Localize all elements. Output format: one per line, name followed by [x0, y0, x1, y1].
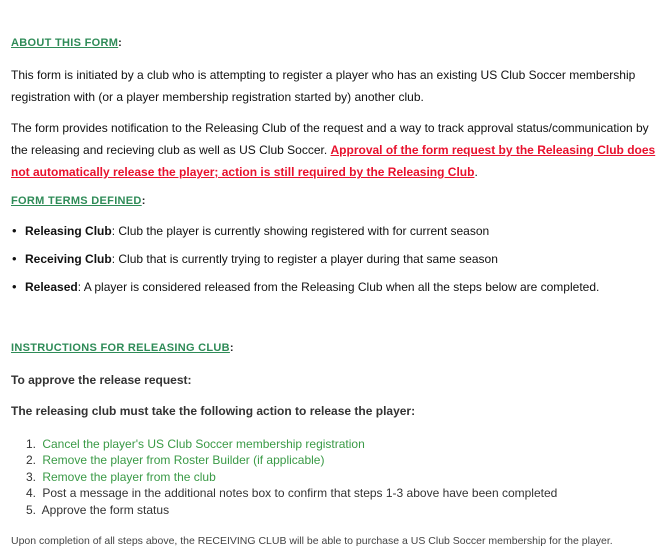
required-action-label: The releasing club must take the following action to release the player:	[11, 404, 416, 418]
remove-from-club-link[interactable]: Remove the player from the club	[42, 469, 216, 484]
about-heading	[11, 37, 122, 49]
release-step-1[interactable]	[26, 436, 557, 452]
term-item-receiving-club	[11, 252, 599, 266]
term-item-released	[11, 280, 599, 294]
term-item-releasing-club	[11, 224, 599, 238]
step-number: 3.	[26, 469, 37, 484]
term-name: Releasing Club	[25, 224, 112, 238]
cancel-membership-link[interactable]: Cancel the player's US Club Soccer membership registration	[42, 437, 365, 451]
roster-builder-link[interactable]: Remove the player from Roster Builder (if applicable)	[42, 453, 325, 468]
step-number: 1.	[26, 437, 37, 451]
step-number: 2.	[26, 453, 37, 468]
release-step-3[interactable]	[26, 469, 557, 485]
step-number: 4.	[26, 486, 37, 501]
about-paragraph-1: This form is initiated by a club who is attempting to register a player who has an existing US Club Soccer membership registration with (or a player membership registration started by) another club.	[11, 68, 636, 104]
term-name: Receiving Club	[25, 252, 112, 266]
completion-note: Upon completion of all steps above, the RECEIVING CLUB will be able to purchase a US Club Soccer membership for the player.	[11, 535, 613, 547]
instructions-heading	[11, 342, 234, 354]
instructions-heading-colon: :	[229, 342, 234, 354]
step-text: Approve the form status	[41, 502, 170, 517]
step-text: Post a message in the additional notes box to confirm that steps 1-3 above have been completed	[42, 486, 558, 501]
term-name: Released	[25, 280, 78, 294]
release-warning-link[interactable]: Approval of the form request by the Releasing Club does not automatically release the player; action is still required by the Releasing Club	[11, 143, 656, 179]
about-heading-text: ABOUT THIS FORM	[11, 37, 119, 49]
about-paragraph-2	[11, 117, 661, 183]
terms-list	[11, 224, 599, 308]
about-heading-colon: :	[118, 37, 123, 49]
terms-heading	[11, 195, 146, 207]
about-paragraph-2-text: The form provides notification to the Releasing Club of the request and a way to track approval status/communication by the releasing and recieving club as well as US Club Soccer.	[11, 121, 649, 157]
terms-heading-text: FORM TERMS DEFINED	[11, 195, 142, 207]
step-number: 5.	[26, 502, 37, 517]
release-step-2[interactable]	[26, 452, 557, 468]
release-step-4	[26, 485, 557, 501]
term-definition: : Club that is currently trying to register a player during that same season	[111, 252, 498, 266]
about-paragraph-2-end: .	[474, 165, 478, 179]
term-definition: : A player is considered released from the Releasing Club when all the steps below are completed.	[77, 280, 600, 294]
terms-heading-colon: :	[141, 195, 146, 207]
instructions-heading-text: INSTRUCTIONS FOR RELEASING CLUB	[11, 342, 230, 354]
approve-request-label: To approve the release request:	[11, 373, 192, 387]
release-step-5	[26, 502, 557, 518]
term-definition: : Club the player is currently showing registered with for current season	[111, 224, 490, 238]
release-steps-list	[26, 436, 557, 518]
